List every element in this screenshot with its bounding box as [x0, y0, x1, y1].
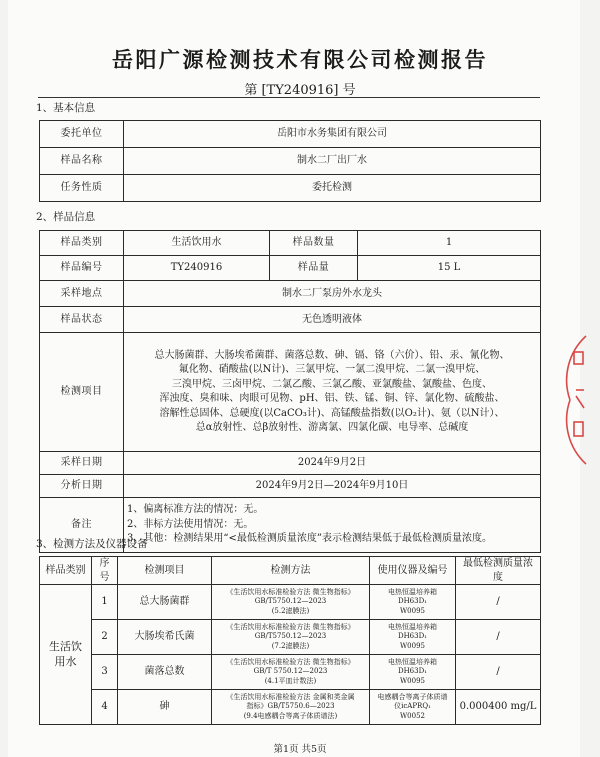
row-item: 大肠埃希氏菌: [118, 620, 212, 655]
method-line: GB/T 5750.12—2023: [253, 667, 328, 676]
sample-no-value: TY240916: [124, 256, 270, 281]
analysis-date-value: 2024年9月2日—2024年9月10日: [124, 475, 541, 498]
section3-heading: 3、检测方法及仪器设备: [36, 538, 148, 550]
method-line: (9.4电感耦合等离子体质谱法): [243, 711, 338, 720]
sample-name-row: [40, 148, 541, 175]
col-header-category: 样品类别: [40, 557, 92, 585]
row-instrument: [370, 690, 456, 725]
amount-value: 15 L: [358, 256, 541, 281]
state-label: 样品状态: [40, 307, 124, 333]
location-value: 制水二厂泵房外水龙头: [124, 281, 541, 307]
row-instrument: [370, 620, 456, 655]
instrument-line: 电热恒温培养箱: [388, 588, 437, 597]
sample-no-label: 样品编号: [40, 256, 124, 281]
client-row: [40, 121, 541, 148]
row-min-conc: /: [456, 655, 541, 690]
method-line: 《生活饮用水标准检验方法 微生物指标》: [226, 588, 355, 597]
analysis-date-label: 分析日期: [40, 475, 124, 498]
report-title: 岳阳广源检测技术有限公司检测报告: [112, 48, 488, 72]
sample-no-row: [40, 256, 541, 281]
row-item: 总大肠菌群: [118, 585, 212, 620]
table-row: [40, 655, 541, 690]
col-header-method: 检测方法: [212, 557, 370, 585]
client-label: 委托单位: [40, 121, 124, 148]
instrument-line: DH63D₁: [397, 597, 428, 606]
report-number: 第 [TY240916] 号: [244, 83, 356, 98]
section1-heading: 1、基本信息: [36, 102, 96, 114]
row-no: 2: [92, 620, 118, 655]
test-items-row: [40, 333, 541, 452]
sample-name-value: 制水二厂出厂水: [124, 148, 541, 175]
test-items-line: 浑浊度、臭和味、肉眼可见物、pH、铝、铁、锰、铜、锌、氯化物、硫酸盐、: [159, 393, 505, 404]
amount-label: 样品量: [270, 256, 358, 281]
method-line: 指标》GB/T5750.6—2023: [246, 702, 335, 711]
instrument-line: W0095: [399, 676, 425, 685]
test-items-label: 检测项目: [40, 333, 124, 452]
row-no: 3: [92, 655, 118, 690]
remark-line: 2、非标方法使用情况：无。: [127, 518, 254, 530]
state-value: 无色透明液体: [124, 307, 541, 333]
row-item: 砷: [118, 690, 212, 725]
basic-info-table: [39, 120, 541, 202]
state-row: [40, 307, 541, 333]
row-no: 1: [92, 585, 118, 620]
row-method: [212, 655, 370, 690]
method-line: (7.2滤膜法): [271, 641, 310, 650]
method-line: (4.1平皿计数法): [264, 676, 317, 685]
instrument-line: 电热恒温培养箱: [388, 658, 437, 667]
task-nature-label: 任务性质: [40, 175, 124, 202]
method-line: GB/T5750.12—2023: [254, 632, 327, 641]
method-line: 《生活饮用水标准检验方法 微生物指标》: [226, 658, 355, 667]
method-line: 《生活饮用水标准检验方法 微生物指标》: [226, 623, 355, 632]
row-method: [212, 585, 370, 620]
sampling-date-row: [40, 452, 541, 475]
test-items-line: 溶解性总固体、总硬度(以CaCO₃计)、高锰酸盐指数(以O₂计)、氨（以N计）、: [159, 407, 505, 419]
remark-line: 1、偏离标准方法的情况：无。: [127, 504, 264, 516]
seal-stamp-icon: [560, 330, 588, 470]
test-items-line: 总大肠菌群、大肠埃希菌群、菌落总数、砷、镉、铬（六价）、铅、汞、氰化物、: [154, 349, 510, 361]
instrument-line: 电热恒温培养箱: [388, 623, 437, 632]
col-header-no: 序号: [92, 557, 118, 585]
title-rule: [38, 97, 540, 98]
section2-heading: 2、样品信息: [36, 211, 96, 223]
sample-type-label: 样品类别: [40, 231, 124, 256]
table-row: [40, 585, 541, 620]
location-label: 采样地点: [40, 281, 124, 307]
instrument-line: DH63D₁: [397, 667, 428, 676]
instrument-line: W0095: [399, 606, 425, 615]
category-cell: 生活饮用水: [40, 585, 92, 725]
instrument-line: W0095: [399, 641, 425, 650]
sample-name-label: 样品名称: [40, 148, 124, 175]
col-header-instrument: 使用仪器及编号: [370, 557, 456, 585]
sample-type-row: [40, 231, 541, 256]
methods-table: [39, 556, 541, 725]
col-header-item: 检测项目: [118, 557, 212, 585]
sample-info-table: [39, 230, 541, 553]
sampling-date-value: 2024年9月2日: [124, 452, 541, 475]
task-nature-row: [40, 175, 541, 202]
remarks-label: 备注: [40, 498, 124, 553]
quantity-label: 样品数量: [270, 231, 358, 256]
sampling-date-label: 采样日期: [40, 452, 124, 475]
instrument-line: 电感耦合等离子体质谱: [377, 693, 448, 702]
test-items-value: [124, 333, 541, 452]
task-nature-value: 委托检测: [124, 175, 541, 202]
test-items-line: 三溴甲烷、三卤甲烷、二氯乙酸、三氯乙酸、亚氯酸盐、氯酸盐、色度、: [172, 378, 492, 390]
col-header-min-conc: 最低检测质量浓度: [456, 557, 541, 585]
row-instrument: [370, 585, 456, 620]
row-min-conc: 0.000400 mg/L: [456, 690, 541, 725]
row-item: 菌落总数: [118, 655, 212, 690]
table-row: [40, 690, 541, 725]
methods-header-row: [40, 557, 541, 585]
method-line: (5.2滤膜法): [271, 606, 310, 615]
instrument-line: W0052: [399, 711, 425, 720]
row-method: [212, 690, 370, 725]
page-footer: 第1页 共5页: [273, 744, 327, 755]
row-method: [212, 620, 370, 655]
row-instrument: [370, 655, 456, 690]
test-items-line: 氟化物、硝酸盐(以N计)、三氯甲烷、一氯二溴甲烷、二氯一溴甲烷、: [178, 364, 486, 375]
row-min-conc: /: [456, 585, 541, 620]
client-value: 岳阳市水务集团有限公司: [124, 121, 541, 148]
table-row: [40, 620, 541, 655]
analysis-date-row: [40, 475, 541, 498]
test-items-line: 总α放射性、总β放射性、游离氯、四氯化碳、电导率、总碱度: [195, 422, 469, 433]
location-row: [40, 281, 541, 307]
remarks-value: [124, 498, 541, 553]
row-no: 4: [92, 690, 118, 725]
remark-line: 3、其他：检测结果用“<最低检测质量浓度”表示检测结果低于最低检测质量浓度。: [127, 533, 492, 545]
instrument-line: DH63D₁: [397, 632, 428, 641]
quantity-value: 1: [358, 231, 541, 256]
row-min-conc: /: [456, 620, 541, 655]
instrument-line: 仪icAPRQ₁: [394, 702, 431, 711]
method-line: 《生活饮用水标准检验方法 金属和类金属: [226, 693, 355, 702]
sample-type-value: 生活饮用水: [124, 231, 270, 256]
method-line: GB/T5750.12—2023: [254, 597, 327, 606]
